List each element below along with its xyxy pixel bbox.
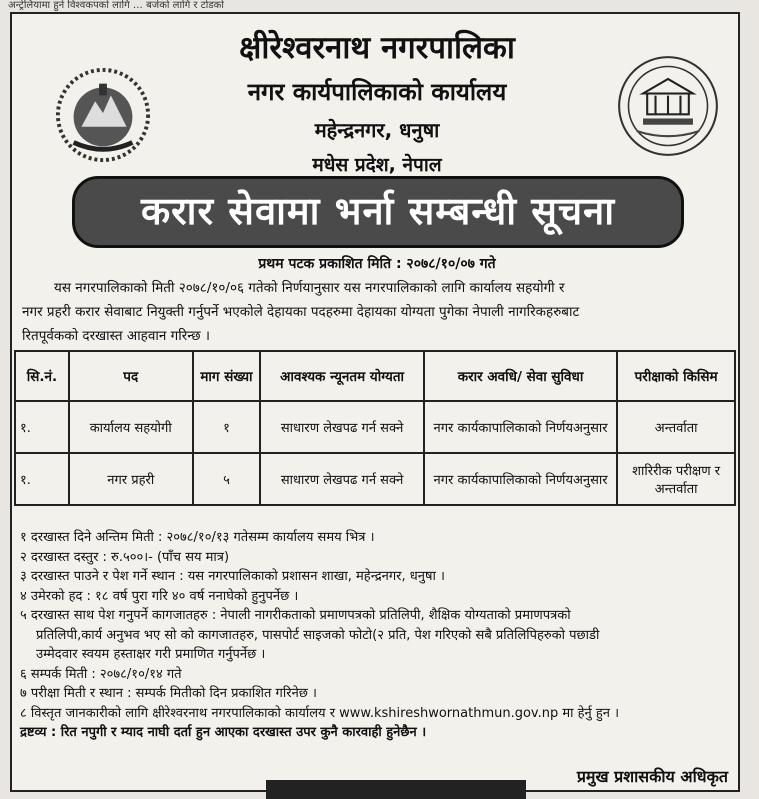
table-row: [15, 453, 735, 505]
vacancy-table: [14, 350, 736, 506]
intro-paragraph: [22, 276, 730, 348]
row-term: नगर कार्यकापालिकाको निर्णयअनुसार: [424, 453, 617, 505]
publish-date: प्रथम पटक प्रकाशित मिति : २०७८/१०/०७ गते: [258, 256, 496, 272]
row-qualification: साधारण लेखपढ गर्न सक्ने: [260, 453, 423, 505]
condition-item-continued: प्रतिलिपी,कार्य अनुभव भए सो को कागजातहरु, पासपोर्ट साइजको फोटो(२ प्रति, पेश गरिएको सबै प्रतिलिपिहरुको पछाडी: [36, 627, 600, 643]
condition-item: ३ दरखास्त पाउने र पेश गर्ने स्थान : यस नगरपालिकाको प्रशासन शाखा, महेन्द्रनगर, धनुषा ।: [20, 569, 445, 584]
intro-line: रितपूर्वकको दरखास्त आहवान गरिन्छ ।: [22, 328, 210, 344]
notice-title-banner: करार सेवामा भर्ना सम्बन्धी सूचना: [72, 176, 684, 248]
table-header-row: [15, 351, 735, 401]
column-header-exam: परीक्षाको किसिम: [617, 351, 735, 401]
row-exam: अन्तर्वाता: [617, 401, 735, 453]
column-header-qualification: आवश्यक न्यूनतम योग्यता: [260, 351, 423, 401]
row-sn: १.: [15, 401, 69, 453]
condition-item: ६ सम्पर्क मिती : २०७८/१०/१४ गते: [20, 666, 182, 682]
conditions-list: [20, 528, 736, 743]
condition-item: ८ विस्तृत जानकारीको लागि क्षीरेश्वरनाथ नगरपालिकाको कार्यालय र www.kshireshwornathmun.gov.np मा हेर्नु हुन ।: [20, 705, 620, 721]
column-header-post: पद: [69, 351, 193, 401]
condition-item: १ दरखास्त दिने अन्तिम मिती : २०७८/१०/१३ गतेसम्म कार्यालय समय भित्र ।: [20, 530, 375, 545]
top-strip-text: अन्ट्रेलियामा हुने विश्वकपको लागि … बजेको लागि र टोडको: [8, 0, 224, 11]
condition-item: ४ उमेरको हद : १८ वर्ष पुरा गरि ४० वर्ष ननाघेको हुनुपर्नेछ ।: [20, 588, 299, 604]
column-header-term: करार अवधि/ सेवा सुविधा: [424, 351, 617, 401]
condition-item-continued: उम्मेदवार स्वयम हस्ताक्षर गरी प्रमाणित गर्नुपर्नेछ ।: [36, 647, 266, 662]
column-header-count: माग संख्या: [193, 351, 261, 401]
table-row: [15, 401, 735, 453]
column-header-sn: सि.नं.: [15, 351, 69, 401]
row-term: नगर कार्यकापालिकाको निर्णयअनुसार: [424, 401, 617, 453]
condition-item: ५ दरखास्त साथ पेश गनुपर्ने कागजातहरु : नेपाली नागरीकताको प्रमाणपत्रको प्रतिलिपी, शैक्षिक योग्यताको प्रमाणपत्रको: [20, 608, 571, 623]
bottom-overlay-bar: [266, 780, 526, 799]
intro-line: यस नगरपालिकाको मिती २०७८/१०/०६ गतेको निर्णयानुसार यस नगरपालिकाको लागि कार्यालय सहयोगी र: [54, 280, 565, 296]
row-sn: १.: [15, 453, 69, 505]
row-count: ५: [193, 453, 261, 505]
row-post: कार्यालय सहयोगी: [69, 401, 193, 453]
intro-line: नगर प्रहरी करार सेवाबाट नियुक्ती गर्नुपर्ने भएकोले देहायका पदहरुमा देहायका योग्यता पुगेका नेपाली नागरिकहरुबाट: [22, 304, 580, 320]
province-name: मधेस प्रदेश, नेपाल: [312, 154, 442, 176]
municipality-name: क्षीरेश्वरनाथ नगरपालिका: [239, 30, 515, 66]
row-qualification: साधारण लेखपढ गर्न सक्ने: [260, 401, 423, 453]
row-post: नगर प्रहरी: [69, 453, 193, 505]
row-exam: शारिरीक परीक्षण र अन्तर्वाता: [617, 453, 735, 505]
row-count: १: [193, 401, 261, 453]
notice-note: द्रष्टव्य : रित नपुगी र म्याद नाघी दर्ता हुन आएका दरखास्त उपर कुनै कारवाही हुनेछैन ।: [20, 725, 427, 740]
office-location: महेन्द्रनगर, धनुषा: [314, 118, 440, 142]
notice-sheet: [10, 12, 740, 792]
office-name: नगर कार्यपालिकाको कार्यालय: [247, 78, 507, 106]
condition-item: २ दरखास्त दस्तुर : रु.५००।- (पाँच सय मात्र): [20, 549, 230, 565]
condition-item: ७ परीक्षा मिती र स्थान : सम्पर्क मितीको दिन प्रकाशित गरिनेछ ।: [20, 686, 317, 701]
signatory-title: प्रमुख प्रशासकीय अधिकृत: [576, 767, 728, 786]
